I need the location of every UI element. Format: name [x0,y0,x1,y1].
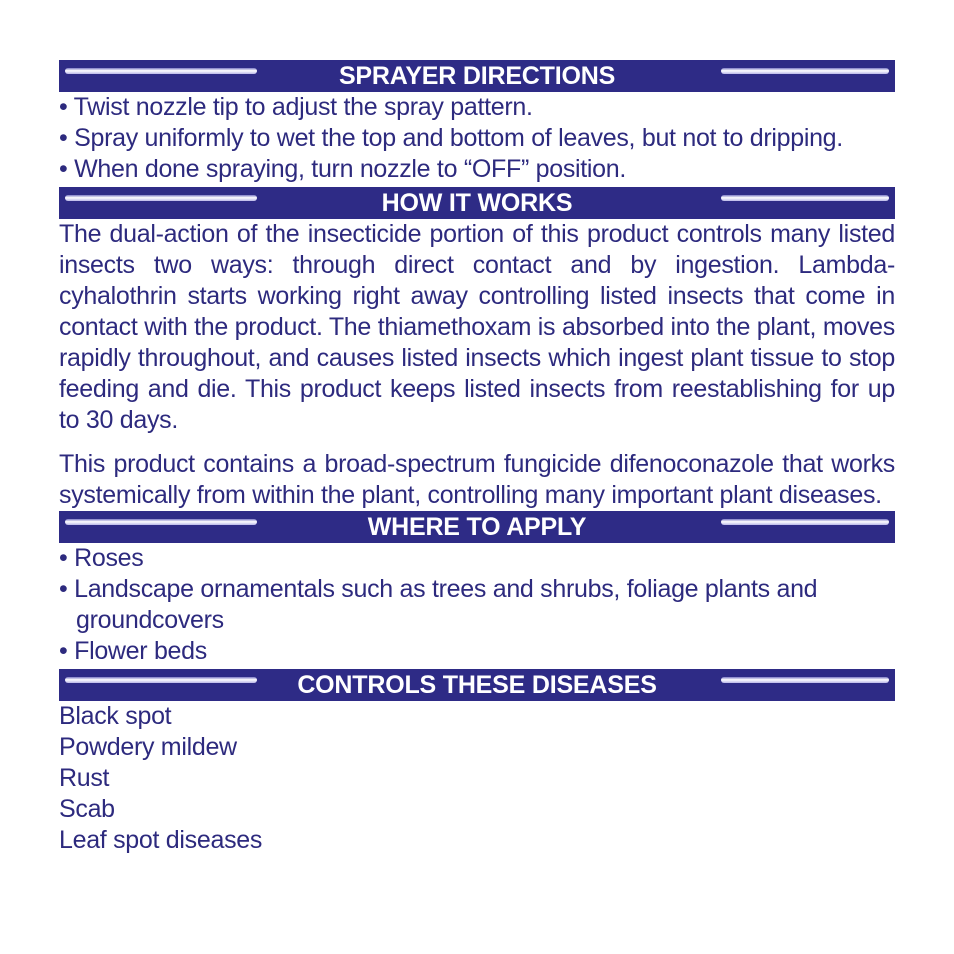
list-item: • Spray uniformly to wet the top and bottom of leaves, but not to dripping. [59,124,843,152]
list-item: Leaf spot diseases [59,826,263,854]
where-to-apply-list [59,543,895,667]
diseases-list [59,701,895,856]
sprayer-directions-list [59,92,895,185]
section-title: HOW IT WORKS [381,189,573,217]
list-item: Scab [59,795,115,823]
list-item: • Roses [59,544,144,572]
list-item: • When done spraying, turn nozzle to “OFF” position. [59,155,627,183]
label-page [59,60,895,856]
how-it-works-paragraph: This product contains a broad-spectrum fungicide difenoconazole that works systemically from within the plant, controlling many important plant diseases. [59,450,895,509]
list-item: • Flower beds [59,637,207,665]
list-item-continuation: groundcovers [76,606,224,634]
section-header-controls-these-diseases [59,669,895,701]
section-title: SPRAYER DIRECTIONS [338,62,616,90]
section-header-how-it-works [59,187,895,219]
list-item: Black spot [59,702,172,730]
list-item: Powdery mildew [59,733,237,761]
list-item: • Twist nozzle tip to adjust the spray pattern. [59,93,533,121]
section-header-sprayer-directions [59,60,895,92]
section-title: WHERE TO APPLY [367,513,587,541]
section-title: CONTROLS THESE DISEASES [297,671,657,699]
list-item: • Landscape ornamentals such as trees and shrubs, foliage plants and [59,575,818,603]
list-item: Rust [59,764,110,792]
how-it-works-paragraph: The dual-action of the insecticide portion of this product controls many listed insects two ways: through direct contact and by ingestion. Lambda-cyhalothrin starts working right away controlling listed insects that come in contact with the product. The thiamethoxam is absorbed into the plant, moves rapidly throughout, and causes listed insects which ingest plant tissue to stop feeding and die. This product keeps listed insects from reestablishing for up to 30 days. [59,220,895,434]
section-header-where-to-apply [59,511,895,543]
